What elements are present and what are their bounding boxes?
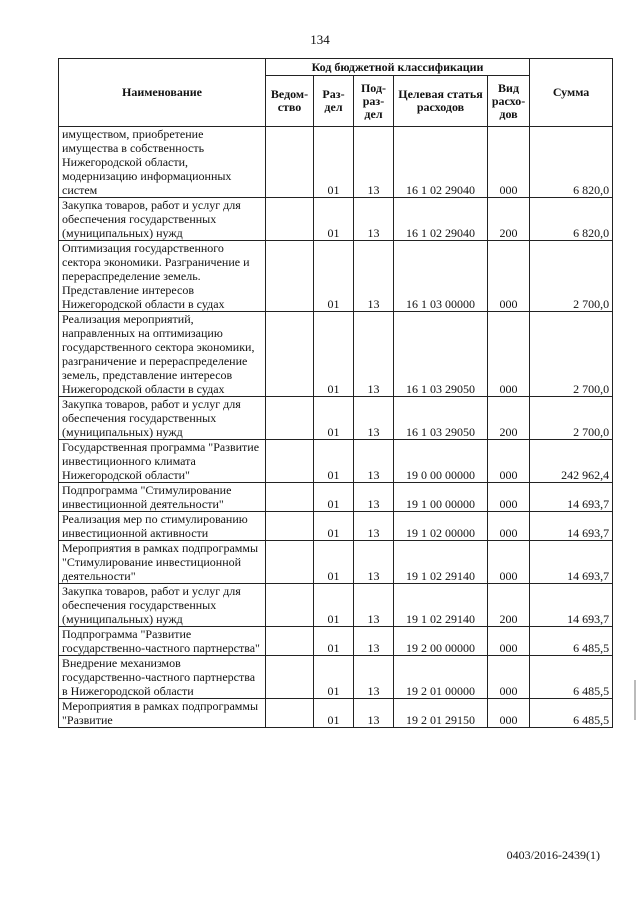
- cell-section: 01: [314, 241, 354, 312]
- cell-type: 000: [488, 541, 530, 584]
- cell-type: 000: [488, 627, 530, 656]
- cell-name: Закупка товаров, работ и услуг для обеспечения государственных (муниципальных) нужд: [59, 397, 266, 440]
- cell-dept: [266, 584, 314, 627]
- cell-name: Внедрение механизмов государственно-частного партнерства в Нижегородской области: [59, 656, 266, 699]
- cell-name: Реализация мероприятий, направленных на оптимизацию государственного сектора экономики, разграничение и перераспределение земель, представление интересов Нижегородской области в судах: [59, 312, 266, 397]
- cell-name: Подпрограмма "Стимулирование инвестиционной деятельности": [59, 483, 266, 512]
- page-number: 134: [310, 32, 330, 47]
- cell-type: 000: [488, 699, 530, 728]
- cell-amount: 6 485,5: [530, 656, 613, 699]
- cell-amount: 6 485,5: [530, 627, 613, 656]
- cell-section: 01: [314, 198, 354, 241]
- cell-name: Закупка товаров, работ и услуг для обеспечения государственных (муниципальных) нужд: [59, 584, 266, 627]
- header-classification-group: Код бюджетной классификации: [266, 59, 530, 76]
- cell-section: 01: [314, 541, 354, 584]
- header-amount: Сумма: [530, 59, 613, 127]
- cell-dept: [266, 312, 314, 397]
- cell-subsection: 13: [354, 483, 394, 512]
- cell-amount: 6 820,0: [530, 127, 613, 198]
- table-row: [59, 397, 613, 440]
- cell-type: 000: [488, 241, 530, 312]
- table-row: [59, 440, 613, 483]
- cell-dept: [266, 127, 314, 198]
- header-type: Вид расхо-дов: [488, 76, 530, 127]
- cell-type: 000: [488, 312, 530, 397]
- cell-amount: 14 693,7: [530, 541, 613, 584]
- cell-name: Оптимизация государственного сектора экономики. Разграничение и перераспределение земель. Представление интересов Нижегородской области в судах: [59, 241, 266, 312]
- cell-amount: 14 693,7: [530, 584, 613, 627]
- document-code: 0403/2016-2439(1): [506, 848, 600, 862]
- cell-amount: 14 693,7: [530, 483, 613, 512]
- table-row: [59, 699, 613, 728]
- cell-dept: [266, 397, 314, 440]
- cell-target: 16 1 02 29040: [394, 198, 488, 241]
- cell-section: 01: [314, 127, 354, 198]
- table-header: [59, 59, 613, 127]
- cell-amount: 6 820,0: [530, 198, 613, 241]
- cell-dept: [266, 656, 314, 699]
- cell-amount: 242 962,4: [530, 440, 613, 483]
- cell-target: 16 1 03 00000: [394, 241, 488, 312]
- cell-name: имуществом, приобретение имущества в собственность Нижегородской области, модернизацию информационных систем: [59, 127, 266, 198]
- cell-dept: [266, 627, 314, 656]
- table-row: [59, 656, 613, 699]
- cell-dept: [266, 541, 314, 584]
- cell-target: 16 1 02 29040: [394, 127, 488, 198]
- cell-target: 19 2 00 00000: [394, 627, 488, 656]
- cell-section: 01: [314, 512, 354, 541]
- cell-target: 19 2 01 00000: [394, 656, 488, 699]
- cell-target: 16 1 03 29050: [394, 397, 488, 440]
- cell-target: 19 1 00 00000: [394, 483, 488, 512]
- cell-section: 01: [314, 584, 354, 627]
- cell-section: 01: [314, 656, 354, 699]
- cell-dept: [266, 440, 314, 483]
- table-row: [59, 198, 613, 241]
- cell-amount: 2 700,0: [530, 241, 613, 312]
- cell-amount: 2 700,0: [530, 397, 613, 440]
- cell-type: 200: [488, 198, 530, 241]
- cell-dept: [266, 483, 314, 512]
- cell-dept: [266, 512, 314, 541]
- cell-subsection: 13: [354, 627, 394, 656]
- cell-subsection: 13: [354, 699, 394, 728]
- table-row: [59, 627, 613, 656]
- cell-subsection: 13: [354, 127, 394, 198]
- cell-target: 19 1 02 00000: [394, 512, 488, 541]
- cell-type: 000: [488, 483, 530, 512]
- table-row: [59, 312, 613, 397]
- cell-subsection: 13: [354, 397, 394, 440]
- cell-type: 200: [488, 584, 530, 627]
- cell-dept: [266, 241, 314, 312]
- table-row: [59, 241, 613, 312]
- cell-section: 01: [314, 483, 354, 512]
- table-body: [59, 127, 613, 728]
- header-dept: Ведом-ство: [266, 76, 314, 127]
- cell-target: 19 2 01 29150: [394, 699, 488, 728]
- header-subsection: Под-раз-дел: [354, 76, 394, 127]
- table-row: [59, 483, 613, 512]
- table-row: [59, 584, 613, 627]
- table-row: [59, 127, 613, 198]
- cell-name: Мероприятия в рамках подпрограммы "Развитие: [59, 699, 266, 728]
- cell-target: 16 1 03 29050: [394, 312, 488, 397]
- cell-subsection: 13: [354, 656, 394, 699]
- cell-name: Закупка товаров, работ и услуг для обеспечения государственных (муниципальных) нужд: [59, 198, 266, 241]
- cell-dept: [266, 198, 314, 241]
- cell-name: Мероприятия в рамках подпрограммы "Стимулирование инвестиционной деятельности": [59, 541, 266, 584]
- cell-subsection: 13: [354, 312, 394, 397]
- cell-type: 200: [488, 397, 530, 440]
- table-row: [59, 541, 613, 584]
- cell-dept: [266, 699, 314, 728]
- margin-mark: [634, 680, 636, 720]
- cell-section: 01: [314, 440, 354, 483]
- header-target: Целевая статья расходов: [394, 76, 488, 127]
- cell-type: 000: [488, 512, 530, 541]
- budget-table: [58, 58, 613, 728]
- cell-subsection: 13: [354, 440, 394, 483]
- cell-amount: 2 700,0: [530, 312, 613, 397]
- header-section: Раз-дел: [314, 76, 354, 127]
- cell-subsection: 13: [354, 241, 394, 312]
- cell-subsection: 13: [354, 584, 394, 627]
- cell-amount: 14 693,7: [530, 512, 613, 541]
- cell-type: 000: [488, 127, 530, 198]
- cell-name: Государственная программа "Развитие инвестиционного климата Нижегородской области": [59, 440, 266, 483]
- cell-type: 000: [488, 656, 530, 699]
- cell-section: 01: [314, 312, 354, 397]
- cell-name: Подпрограмма "Развитие государственно-частного партнерства": [59, 627, 266, 656]
- cell-name: Реализация мер по стимулированию инвестиционной активности: [59, 512, 266, 541]
- cell-target: 19 1 02 29140: [394, 584, 488, 627]
- cell-subsection: 13: [354, 512, 394, 541]
- cell-target: 19 0 00 00000: [394, 440, 488, 483]
- cell-section: 01: [314, 397, 354, 440]
- cell-subsection: 13: [354, 541, 394, 584]
- cell-target: 19 1 02 29140: [394, 541, 488, 584]
- header-name: Наименование: [59, 59, 266, 127]
- cell-type: 000: [488, 440, 530, 483]
- cell-section: 01: [314, 699, 354, 728]
- cell-section: 01: [314, 627, 354, 656]
- cell-amount: 6 485,5: [530, 699, 613, 728]
- table-row: [59, 512, 613, 541]
- cell-subsection: 13: [354, 198, 394, 241]
